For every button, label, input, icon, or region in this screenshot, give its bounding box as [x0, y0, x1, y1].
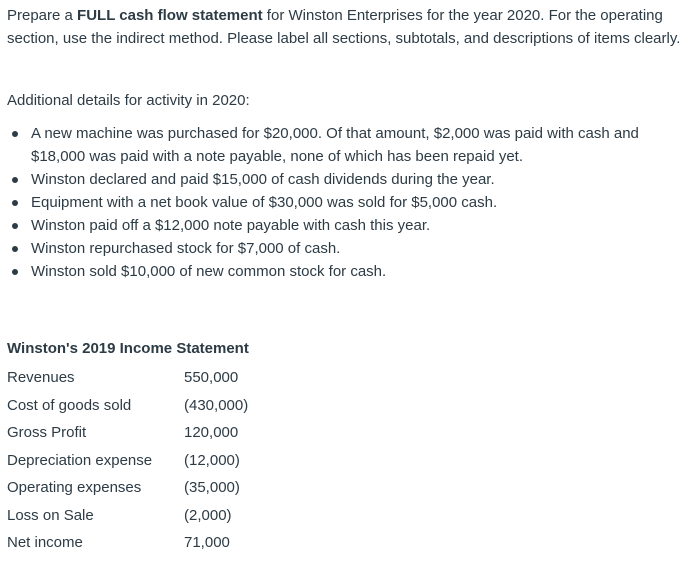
details-list	[0, 122, 690, 283]
row-label: Gross Profit	[7, 424, 87, 442]
income-statement-title: Winston's 2019 Income Statement	[7, 340, 249, 357]
table-row	[7, 392, 274, 420]
table-row	[7, 364, 274, 392]
table-row	[7, 502, 274, 530]
table-row	[7, 447, 274, 475]
row-value: 71,000	[184, 534, 230, 552]
row-label: Cost of goods sold	[7, 396, 132, 414]
row-value: (35,000)	[184, 479, 240, 497]
row-value: (2,000)	[184, 506, 232, 524]
details-item: Winston sold $10,000 of new common stock for cash.	[0, 260, 690, 283]
details-item: Equipment with a net book value of $30,000 was sold for $5,000 cash.	[0, 191, 690, 214]
details-heading: Additional details for activity in 2020:	[7, 92, 250, 109]
table-row	[7, 529, 274, 557]
table-row	[7, 474, 274, 502]
row-label: Operating expenses	[7, 479, 142, 497]
row-label: Net income	[7, 534, 83, 552]
income-statement-table	[7, 337, 274, 557]
details-item: Winston paid off a $12,000 note payable with cash this year.	[0, 214, 690, 237]
row-value: (430,000)	[184, 396, 249, 414]
prompt-prefix: Prepare a	[7, 7, 78, 24]
row-value: 120,000	[184, 424, 239, 442]
row-value: (12,000)	[184, 451, 240, 469]
row-value: 550,000	[184, 369, 239, 387]
details-item: Winston repurchased stock for $7,000 of cash.	[0, 237, 690, 260]
question-prompt	[7, 4, 687, 50]
row-label: Revenues	[7, 369, 75, 387]
prompt-emphasis: FULL cash flow statement	[77, 7, 263, 24]
details-item: Winston declared and paid $15,000 of cash dividends during the year.	[0, 168, 690, 191]
details-item: A new machine was purchased for $20,000. Of that amount, $2,000 was paid with cash and $18,000 was paid with a note payable, none of which has been repaid yet.	[0, 122, 690, 168]
prompt-suffix: for Winston Enterprises for the year 2020. For the operating section, use the indirect method. Please label all sections, subtotals, and descriptions of items clearly.	[7, 7, 681, 47]
table-row	[7, 419, 274, 447]
row-label: Depreciation expense	[7, 451, 153, 469]
row-label: Loss on Sale	[7, 506, 94, 524]
